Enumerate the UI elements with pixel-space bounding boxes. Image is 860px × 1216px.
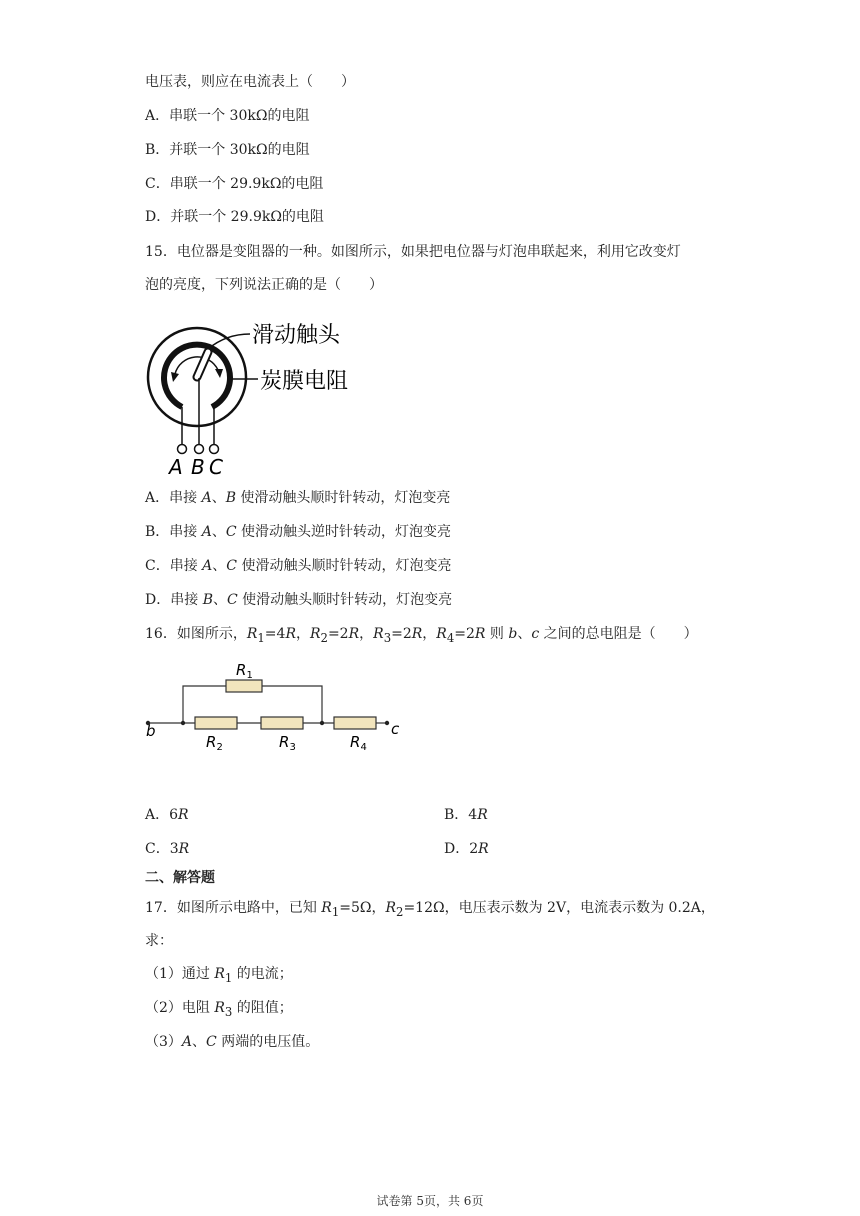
node-c-label: c — [391, 720, 400, 738]
q17-stem-line2: 求： — [145, 933, 173, 949]
q16-option-a: A．6R — [145, 807, 189, 823]
junction-right — [320, 721, 324, 725]
resistor-r1 — [226, 680, 262, 692]
page-footer: 试卷第 5页，共 6页 — [376, 1194, 484, 1208]
q17-sub2: （2）电阻 $R_3$ 的阻值； — [145, 1000, 293, 1019]
resistor-r3 — [261, 717, 303, 729]
terminal-b — [195, 445, 204, 454]
resistor-network-figure — [140, 655, 410, 760]
q14-option-d: D．并联一个 29.9kΩ的电阻 — [145, 209, 324, 225]
resistor-r2 — [195, 717, 237, 729]
q17-sub3: （3）A、C 两端的电压值。 — [145, 1034, 320, 1050]
junction-left — [181, 721, 185, 725]
q16-stem: 16．如图所示，$R_1=4R$，$R_2=2R$，$R_3=2R$，$R_4=2R$ 则 b、c 之间的总电阻是（ ） — [145, 626, 698, 645]
node-c-dot — [385, 721, 389, 725]
r1-label: $R_1$ — [236, 661, 253, 681]
q14-stem-tail: 电压表，则应在电流表上（ ） — [145, 74, 355, 90]
q14-option-c: C．串联一个 29.9kΩ的电阻 — [145, 176, 324, 192]
potentiometer-figure — [140, 312, 380, 482]
r2-label: $R_2$ — [206, 733, 223, 753]
q14-option-b: B．并联一个 30kΩ的电阻 — [145, 142, 310, 158]
terminal-a — [178, 445, 187, 454]
q15-option-a: A．串接 A、B 使滑动触头顺时针转动，灯泡变亮 — [145, 490, 451, 506]
r4-label: $R_4$ — [350, 733, 367, 753]
ccw-arrowhead — [171, 372, 179, 382]
q14-option-a: A．串联一个 30kΩ的电阻 — [145, 108, 310, 124]
terminal-a-label: A — [169, 455, 183, 479]
terminal-b-label: B — [191, 455, 205, 479]
terminal-c — [210, 445, 219, 454]
q17-stem-line1: 17．如图所示电路中，已知 $R_1=5\Omega$，$R_2=12\Omega$，电压表示数为 2V，电流表示数为 0.2A， — [145, 900, 715, 919]
q16-option-b: B．4R — [444, 807, 488, 823]
q15-option-b: B．串接 A、C 使滑动触头逆时针转动，灯泡变亮 — [145, 524, 452, 540]
slider-label: 滑动触头 — [252, 323, 341, 348]
q16-option-c: C．3R — [145, 841, 190, 857]
q15-option-d: D．串接 B、C 使滑动触头顺时针转动，灯泡变亮 — [145, 592, 453, 608]
cw-arrowhead — [215, 369, 223, 378]
q16-option-d: D．2R — [444, 841, 489, 857]
terminal-c-label: C — [209, 455, 223, 479]
q15-stem-line2: 泡的亮度，下列说法正确的是（ ） — [145, 277, 383, 293]
q17-sub1: （1）通过 $R_1$ 的电流； — [145, 966, 293, 985]
q15-option-c: C．串接 A、C 使滑动触头顺时针转动，灯泡变亮 — [145, 558, 452, 574]
resistor-r4 — [334, 717, 376, 729]
film-label: 炭膜电阻 — [260, 369, 349, 394]
r3-label: $R_3$ — [279, 733, 296, 753]
q15-stem-line1: 15．电位器是变阻器的一种。如图所示，如果把电位器与灯泡串联起来，利用它改变灯 — [145, 244, 681, 260]
node-b-label: b — [146, 722, 156, 740]
section-heading: 二、解答题 — [145, 870, 215, 886]
